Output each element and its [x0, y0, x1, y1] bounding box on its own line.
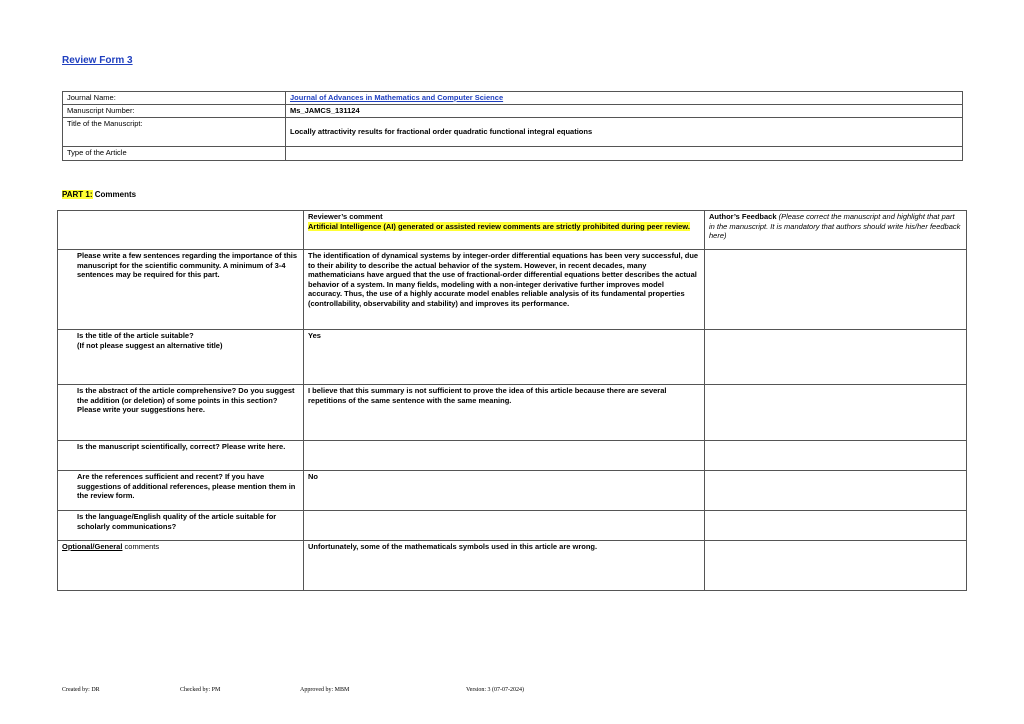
- ai-notice: Artificial Intelligence (AI) generated or assisted review comments are strictly prohibited during peer review.: [308, 221, 690, 231]
- optional-feedback-cell[interactable]: [705, 541, 967, 591]
- type-value[interactable]: [286, 147, 963, 161]
- question-cell: Is the title of the article suitable? (If not please suggest an alternative title): [58, 330, 304, 385]
- type-label: Type of the Article: [63, 147, 286, 161]
- footer-approved-by: Approved by: MBM: [300, 687, 350, 693]
- journal-value[interactable]: [286, 92, 963, 105]
- comment-cell[interactable]: No: [304, 471, 705, 511]
- table-row: [58, 385, 967, 441]
- journal-label: Journal Name:: [63, 92, 286, 105]
- comments-table: [57, 210, 967, 591]
- question-cell: Is the manuscript scientifically, correct? Please write here.: [58, 441, 304, 471]
- footer-version: Version: 3 (07-07-2024): [466, 687, 524, 693]
- part1-suffix: Comments: [92, 190, 137, 199]
- comment-cell[interactable]: I believe that this summary is not sufficient to prove the idea of this article because there are several repetitions of the same sentence with the same meaning.: [304, 385, 705, 441]
- table-row: [58, 471, 967, 511]
- feedback-cell[interactable]: [705, 330, 967, 385]
- feedback-cell[interactable]: [705, 471, 967, 511]
- feedback-cell[interactable]: [705, 441, 967, 471]
- optional-label-cell: [58, 541, 304, 591]
- optional-comment-cell[interactable]: Unfortunately, some of the mathematicals symbols used in this article are wrong.: [304, 541, 705, 591]
- header-question-cell: [58, 211, 304, 250]
- journal-link[interactable]: Journal of Advances in Mathematics and Computer Science: [290, 93, 504, 102]
- table-row: [58, 511, 967, 541]
- author-feedback-title: Author’s Feedback: [709, 212, 777, 221]
- comment-cell[interactable]: The identification of dynamical systems by integer-order differential equations has been very successful, due to their ability to describe the actual behavior of the system. However, in recent decades, many mathematicians have argued that the use of fractional-order differential equations better describes the actual behavior of a system. In many fields, modeling with a non-integer derivative further improves model accuracy. Thus, the use of a highly accurate model enables reliable analysis of its fundamental properties (controllability, observability and stability) and improves its performance.: [304, 250, 705, 330]
- feedback-cell[interactable]: [705, 511, 967, 541]
- footer-created-by: Created by: DR: [62, 687, 100, 693]
- header-reviewer-cell: [304, 211, 705, 250]
- manuscript-number-value: Ms_JAMCS_131124: [286, 105, 963, 118]
- footer-checked-by: Checked by: PM: [180, 687, 221, 693]
- manuscript-info-table: [62, 91, 963, 161]
- part1-heading: [62, 190, 136, 199]
- manuscript-number-label: Manuscript Number:: [63, 105, 286, 118]
- optional-label-underlined: Optional/General: [62, 542, 123, 551]
- question-cell: Is the abstract of the article comprehensive? Do you suggest the addition (or deletion) of some points in this section? Please write your suggestions here.: [58, 385, 304, 441]
- title-value: Locally attractivity results for fractional order quadratic functional integral equations: [286, 118, 963, 147]
- reviewer-comment-heading: Reviewer’s comment: [308, 212, 383, 221]
- question-cell: Are the references sufficient and recent? If you have suggestions of additional references, please mention them in the review form.: [58, 471, 304, 511]
- table-row: [58, 330, 967, 385]
- optional-comments-row: [58, 541, 967, 591]
- feedback-cell[interactable]: [705, 250, 967, 330]
- comment-cell[interactable]: Yes: [304, 330, 705, 385]
- author-feedback-note: (Please correct the manuscript and highlight that part in the manuscript. It is mandatory that authors should write his/her feedback here): [709, 212, 961, 240]
- part1-label: PART 1:: [62, 190, 93, 199]
- feedback-cell[interactable]: [705, 385, 967, 441]
- title-label: Title of the Manuscript:: [63, 118, 286, 147]
- header-row: [58, 211, 967, 250]
- optional-label-rest: comments: [122, 542, 160, 551]
- page-title: Review Form 3: [62, 55, 133, 66]
- comment-cell[interactable]: [304, 441, 705, 471]
- comment-cell[interactable]: [304, 511, 705, 541]
- question-cell: Is the language/English quality of the article suitable for scholarly communications?: [58, 511, 304, 541]
- table-row: [58, 441, 967, 471]
- header-feedback-cell: [705, 211, 967, 250]
- table-row: [58, 250, 967, 330]
- question-cell: Please write a few sentences regarding the importance of this manuscript for the scientific community. A minimum of 3-4 sentences may be required for this part.: [58, 250, 304, 330]
